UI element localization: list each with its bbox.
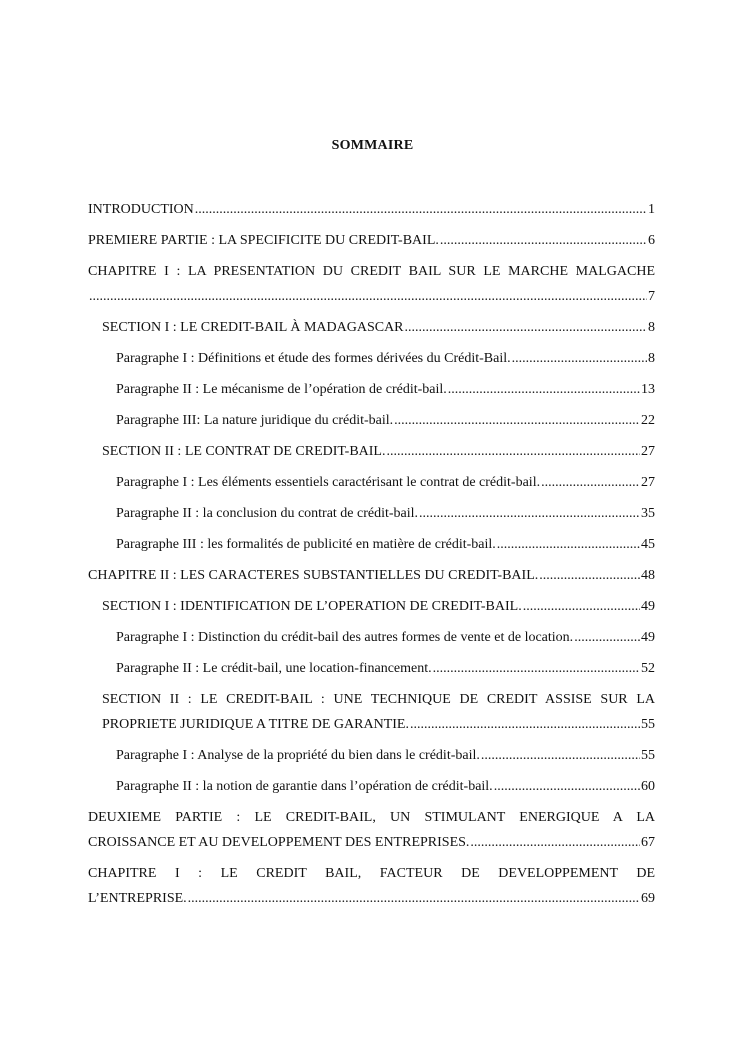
toc-leader-dots <box>494 776 640 798</box>
toc-entry-label-line1: CHAPITRE I : LE CREDIT BAIL, FACTEUR DE DEVELOPPEMENT DE <box>88 866 655 881</box>
toc-entry-label: SECTION II : LE CONTRAT DE CREDIT-BAIL. <box>102 444 386 459</box>
toc-page-number: 6 <box>648 233 655 248</box>
toc-entry-label: SECTION I : LE CREDIT-BAIL À MADAGASCAR <box>102 320 404 335</box>
toc-entry-paragraphe[interactable] <box>88 627 655 649</box>
toc-page-number: 7 <box>648 289 655 304</box>
toc-leader-dots <box>387 441 641 463</box>
toc-page-number: 49 <box>641 630 655 645</box>
toc-entry-label: PREMIERE PARTIE : LA SPECIFICITE DU CREDIT-BAIL. <box>88 233 439 248</box>
toc-entry-label: INTRODUCTION <box>88 202 194 217</box>
toc-page-number: 48 <box>641 568 655 583</box>
toc-entry-label: Paragraphe I : Les éléments essentiels caractérisant le contrat de crédit-bail. <box>116 475 541 490</box>
toc-entry-introduction[interactable] <box>88 199 655 221</box>
toc-leader-dots <box>481 745 640 767</box>
toc-leader-dots <box>405 317 647 339</box>
toc-page-number: 35 <box>641 506 655 521</box>
toc-leader-dots <box>440 230 647 252</box>
toc-entry-paragraphe[interactable] <box>88 745 655 767</box>
toc-entry-label: Paragraphe II : Le mécanisme de l’opération de crédit-bail. <box>116 382 447 397</box>
toc-page-number: 67 <box>641 835 655 850</box>
toc-entry-section-2[interactable] <box>88 689 655 736</box>
toc-page-number: 22 <box>641 413 655 428</box>
toc-entry-section-1[interactable] <box>88 317 655 339</box>
toc-leader-dots <box>89 286 647 308</box>
toc-entry-label: PROPRIETE JURIDIQUE A TITRE DE GARANTIE. <box>102 717 409 732</box>
toc-entry-premiere-partie[interactable] <box>88 230 655 252</box>
toc-entry-section-1[interactable] <box>88 596 655 618</box>
toc-leader-dots <box>188 888 640 910</box>
toc-entry-label: SECTION I : IDENTIFICATION DE L’OPERATION DE CREDIT-BAIL. <box>102 599 522 614</box>
toc-leader-dots <box>410 714 640 736</box>
toc-entry-continuation <box>88 286 655 308</box>
toc-page-number: 60 <box>641 779 655 794</box>
toc-entry-label: Paragraphe III: La nature juridique du crédit-bail. <box>116 413 394 428</box>
toc-page-number: 13 <box>641 382 655 397</box>
toc-page-number: 52 <box>641 661 655 676</box>
toc-entry-label: CHAPITRE II : LES CARACTERES SUBSTANTIELLES DU CREDIT-BAIL. <box>88 568 539 583</box>
toc-leader-dots <box>195 199 647 221</box>
toc-entry-continuation <box>102 714 655 736</box>
toc-entry-paragraphe[interactable] <box>88 503 655 525</box>
toc-entry-paragraphe[interactable] <box>88 776 655 798</box>
toc-entry-paragraphe[interactable] <box>88 410 655 432</box>
toc-entry-label: Paragraphe II : la conclusion du contrat de crédit-bail. <box>116 506 419 521</box>
toc-leader-dots <box>433 658 640 680</box>
toc-entry-label: Paragraphe I : Distinction du crédit-bail des autres formes de vente et de location. <box>116 630 574 645</box>
toc-page-number: 1 <box>648 202 655 217</box>
toc-page-number: 27 <box>641 444 655 459</box>
toc-page-number: 55 <box>641 748 655 763</box>
toc-entry-label: CROISSANCE ET AU DEVELOPPEMENT DES ENTREPRISES. <box>88 835 470 850</box>
toc-entry-section-2[interactable] <box>88 441 655 463</box>
toc-entry-paragraphe[interactable] <box>88 472 655 494</box>
toc-entry-chapitre-1[interactable] <box>88 261 655 308</box>
toc-entry-paragraphe[interactable] <box>88 658 655 680</box>
toc-page-number: 45 <box>641 537 655 552</box>
toc-page-number: 8 <box>648 351 655 366</box>
toc-leader-dots <box>497 534 640 556</box>
toc-entry-label: L’ENTREPRISE. <box>88 891 187 906</box>
toc-entry-label: Paragraphe III : les formalités de publicité en matière de crédit-bail. <box>116 537 496 552</box>
page-title: SOMMAIRE <box>331 138 414 153</box>
toc-entry-label-line1: CHAPITRE I : LA PRESENTATION DU CREDIT BAIL SUR LE MARCHE MALGACHE <box>88 264 655 279</box>
toc-entry-label-line1: SECTION II : LE CREDIT-BAIL : UNE TECHNIQUE DE CREDIT ASSISE SUR LA <box>102 692 655 707</box>
toc-entry-label-line1: DEUXIEME PARTIE : LE CREDIT-BAIL, UN STIMULANT ENERGIQUE A LA <box>88 810 655 825</box>
toc-entry-chapitre-2[interactable] <box>88 565 655 587</box>
toc-leader-dots <box>574 627 640 649</box>
toc-entry-label: Paragraphe II : Le crédit-bail, une location-financement. <box>116 661 432 676</box>
toc-page-number: 55 <box>641 717 655 732</box>
toc-leader-dots <box>541 472 640 494</box>
toc-entry-deuxieme-partie[interactable] <box>88 807 655 854</box>
toc-leader-dots <box>448 379 640 401</box>
toc-page-number: 49 <box>641 599 655 614</box>
toc-page-number: 8 <box>648 320 655 335</box>
toc-entry-paragraphe[interactable] <box>88 379 655 401</box>
toc-entry-label: Paragraphe II : la notion de garantie dans l’opération de crédit-bail. <box>116 779 493 794</box>
toc-leader-dots <box>539 565 640 587</box>
toc-leader-dots <box>523 596 640 618</box>
toc-leader-dots <box>512 348 647 370</box>
toc-entry-continuation <box>88 832 655 854</box>
toc-leader-dots <box>470 832 640 854</box>
toc-page-number: 69 <box>641 891 655 906</box>
toc-entry-chapitre-1-part-2[interactable] <box>88 863 655 910</box>
toc-leader-dots <box>419 503 640 525</box>
toc-entry-paragraphe[interactable] <box>88 348 655 370</box>
toc-leader-dots <box>394 410 640 432</box>
toc-entry-label: Paragraphe I : Définitions et étude des formes dérivées du Crédit-Bail. <box>116 351 511 366</box>
toc-entry-continuation <box>88 888 655 910</box>
toc-page-number: 27 <box>641 475 655 490</box>
toc-entry-paragraphe[interactable] <box>88 534 655 556</box>
table-of-contents <box>88 199 655 919</box>
toc-entry-label: Paragraphe I : Analyse de la propriété du bien dans le crédit-bail. <box>116 748 480 763</box>
